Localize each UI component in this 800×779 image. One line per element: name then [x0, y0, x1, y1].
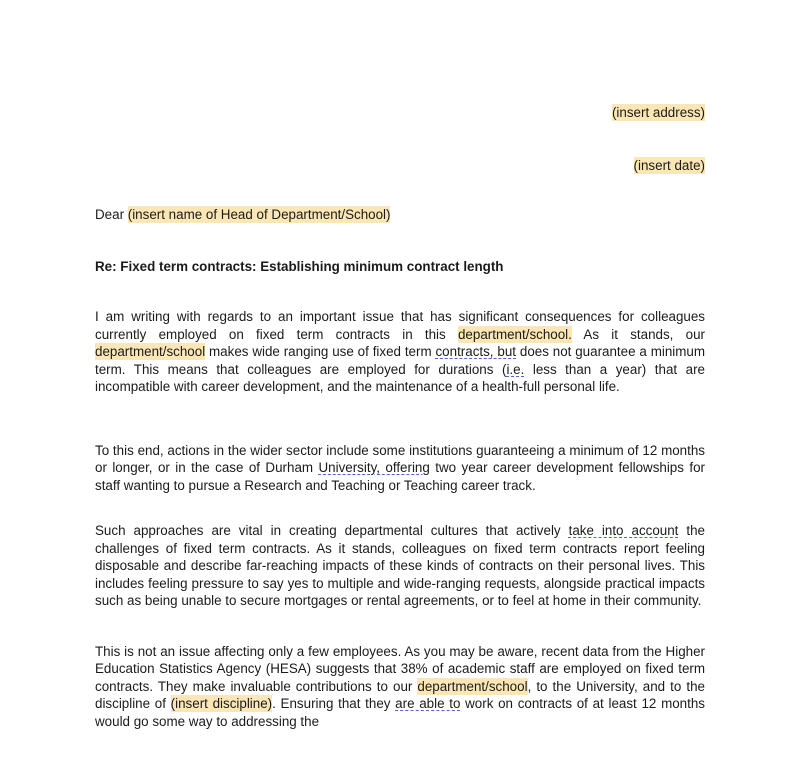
salutation-line — [95, 206, 705, 224]
grammar-underline-run[interactable]: are able to — [395, 696, 461, 711]
dept-school-placeholder[interactable]: department/school — [417, 678, 528, 694]
grammar-underline-run[interactable]: take into account — [568, 523, 679, 538]
insert-discipline-placeholder[interactable]: (insert discipline) — [170, 696, 273, 711]
text-run: Such approaches are vital in creating departmental cultures that actively — [95, 523, 569, 538]
text-run: two year career development fellowships for staff wanting to pursue a Research and Teaching or Teaching career track. — [95, 460, 705, 493]
text-run: makes wide ranging use of fixed term — [205, 344, 436, 359]
salutation-name-placeholder[interactable]: (insert name of Head of Department/School) — [127, 207, 391, 222]
text-run: work on contracts of at least 12 months would go some way to addressing the — [95, 696, 705, 729]
text-run: , to the University, and to the discipline of — [95, 678, 705, 711]
dept-school-placeholder[interactable]: department/school. — [457, 326, 572, 342]
salutation-prefix: Dear — [95, 207, 128, 222]
text-run: does not guarantee a minimum term. This means that colleagues are employed for durations ( — [95, 344, 705, 377]
text-run: I am writing with regards to an important issue that has significant consequences for colleagues currently employed on fixed term contracts in this — [95, 309, 705, 342]
date-placeholder[interactable]: (insert date) — [633, 157, 705, 173]
text-run: This is not an issue affecting only a few employees. As you may be aware, recent data from the Higher Education Statistics Agency (HESA) suggests that 38% of academic staff are employed on fixed term contracts. They make invaluable contributions to our — [95, 643, 705, 694]
grammar-underline-run[interactable]: University, offering — [318, 460, 430, 475]
address-placeholder[interactable]: (insert address) — [611, 105, 705, 120]
text-run: . Ensuring that they — [272, 696, 396, 711]
dept-school-placeholder[interactable]: department/school — [95, 344, 206, 359]
text-run: less than a year) that are incompatible with career development, and the maintenance of a health-full personal life. — [95, 361, 705, 394]
date-line — [95, 157, 705, 175]
subject-line: Re: Fixed term contracts: Establishing minimum contract length — [95, 258, 504, 274]
text-run: As it stands, our — [571, 326, 705, 342]
text-run: To this end, actions in the wider sector include some institutions guaranteeing a minimum of 12 months or longer, or in the case of Durham — [95, 442, 705, 475]
paragraph-3 — [95, 522, 705, 610]
grammar-underline-run[interactable]: contracts, but — [435, 344, 517, 359]
grammar-underline-run[interactable]: i.e. — [506, 361, 525, 377]
address-line — [95, 104, 705, 122]
paragraph-2 — [95, 442, 705, 495]
paragraph-1 — [95, 308, 705, 396]
text-run: the challenges of fixed term contracts. As it stands, colleagues on fixed term contracts report feeling disposable and describe far-reaching impacts of these kinds of contracts on their personal lives. This includes feeling pressure to say yes to multiple and wide-ranging requests, alongside practical impacts such as being unable to secure mortgages or rental agreements, or to feel at home in their community. — [95, 523, 706, 608]
paragraph-4 — [95, 643, 705, 731]
